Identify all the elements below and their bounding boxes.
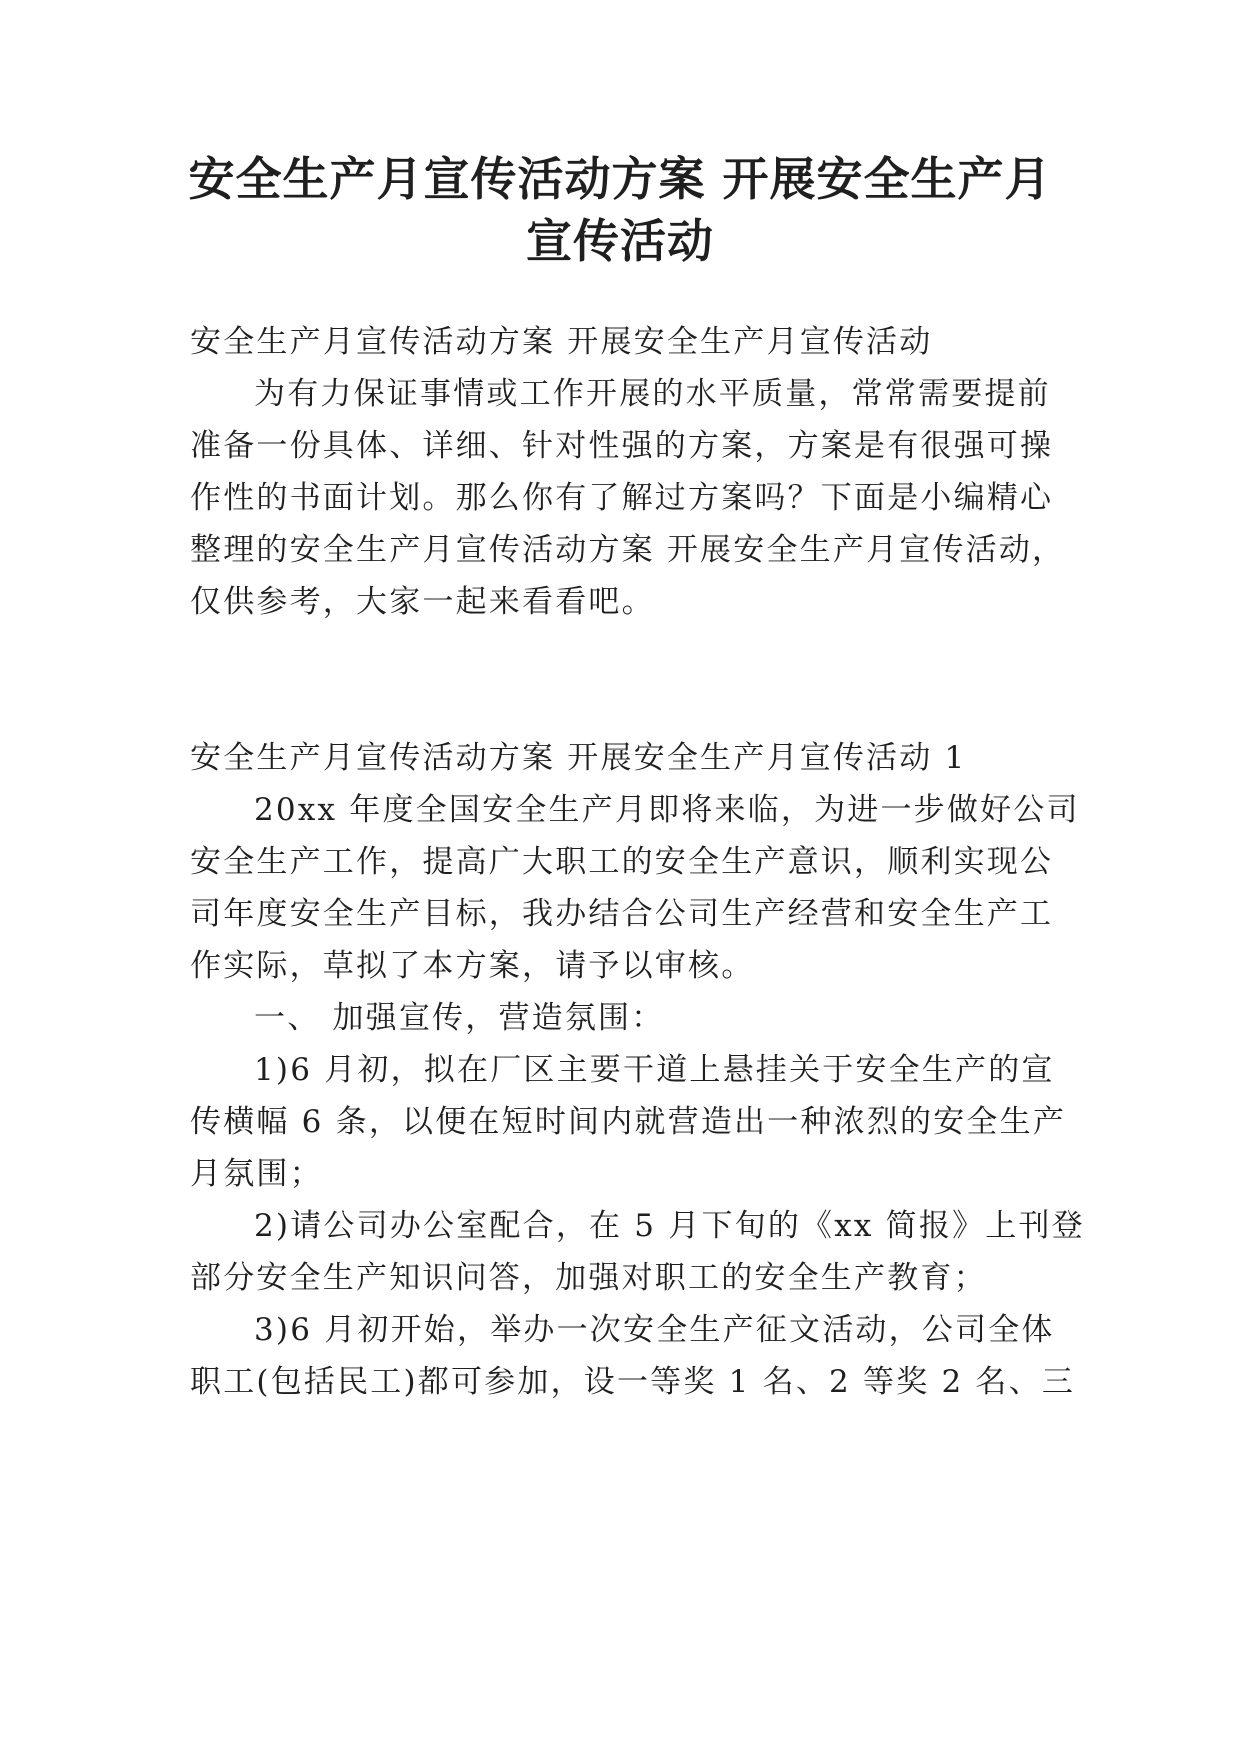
intro-heading: 安全生产月宣传活动方案 开展安全生产月宣传活动 [190,324,933,360]
list-item-line: 部分安全生产知识问答，加强对职工的安全生产教育； [190,1260,987,1296]
paragraph-line: 安全生产工作，提高广大职工的安全生产意识，顺利实现公 [190,844,1054,880]
list-item-line: 职工(包括民工)都可参加，设一等奖 1 名、2 等奖 2 名、三 [190,1364,1076,1400]
intro-line: 为有力保证事情或工作开展的水平质量，常常需要提前 [254,376,1051,412]
paragraph-line: 司年度安全生产目标，我办结合公司生产经营和安全生产工 [190,896,1054,932]
paragraph-line: 作实际，草拟了本方案，请予以审核。 [190,948,755,984]
point-heading: 一、 加强宣传，营造氛围： [254,1000,665,1036]
intro-line: 作性的书面计划。那么你有了解过方案吗？下面是小编精心 [190,480,1054,516]
document-title-line-2: 宣传活动 [526,214,714,268]
list-item-line: 月氛围； [190,1156,323,1192]
list-item-line: 传横幅 6 条，以便在短时间内就营造出一种浓烈的安全生产 [190,1104,1067,1140]
list-item-line: 2)请公司办公室配合，在 5 月下旬的《xx 简报》上刊登 [254,1208,1085,1244]
paragraph-line: 20xx 年度全国安全生产月即将来临，为进一步做好公司 [254,792,1080,828]
document-title [180,148,1060,272]
intro-line: 仅供参考，大家一起来看看吧。 [190,584,655,620]
intro-line: 整理的安全生产月宣传活动方案 开展安全生产月宣传活动， [190,532,1066,568]
list-item-line: 1)6 月初，拟在厂区主要干道上悬挂关于安全生产的宣 [254,1052,1055,1088]
document-title-line-1: 安全生产月宣传活动方案 开展安全生产月 [188,152,1052,206]
list-item-line: 3)6 月初开始，举办一次安全生产征文活动，公司全体 [254,1312,1055,1348]
section-heading: 安全生产月宣传活动方案 开展安全生产月宣传活动 1 [190,740,967,776]
intro-line: 准备一份具体、详细、针对性强的方案，方案是有很强可操 [190,428,1054,464]
